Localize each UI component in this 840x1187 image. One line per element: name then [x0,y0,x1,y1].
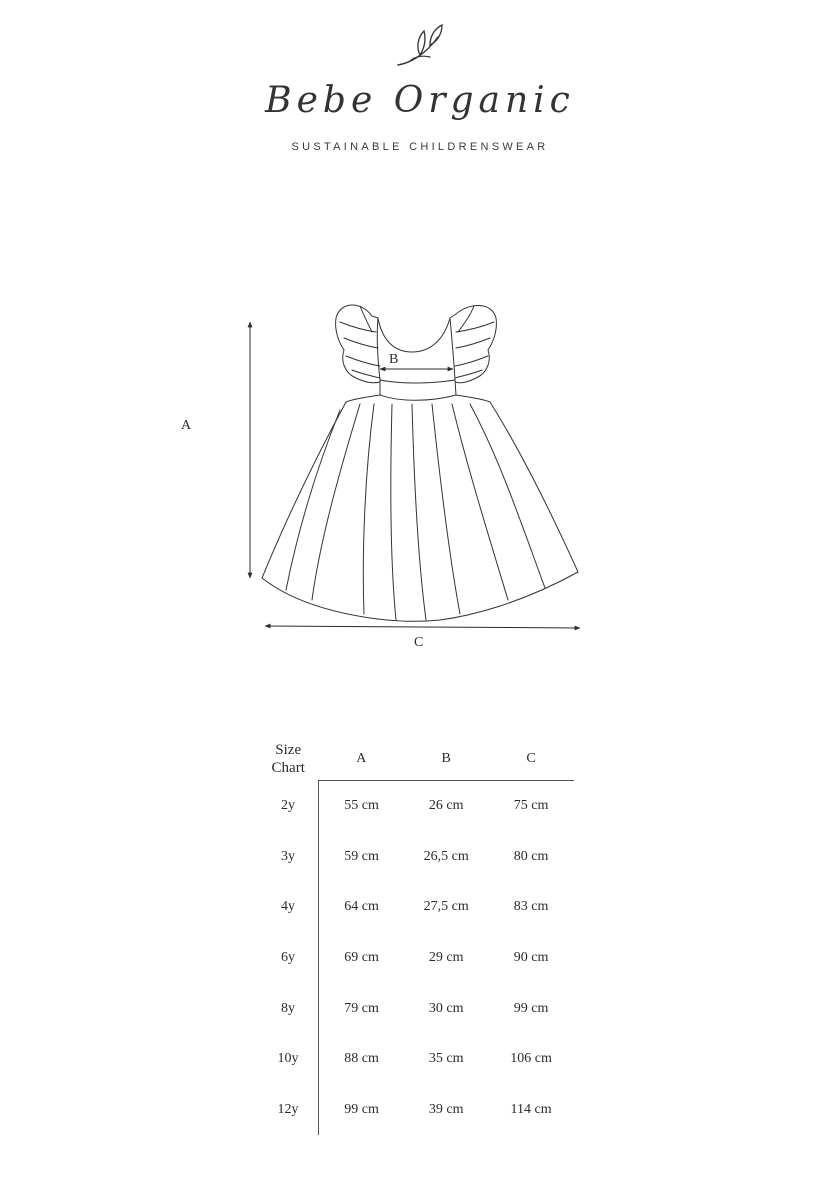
size-cell: 4y [258,882,318,933]
cell-b: 26 cm [428,798,464,814]
cell-c: 80 cm [513,848,549,864]
table-row [258,1085,574,1136]
cell-a: 55 cm [344,798,379,814]
column-header-a: A [318,738,404,781]
cell-a: 59 cm [344,848,379,864]
dimension-a-label: A [181,418,192,433]
table-row [258,781,574,832]
dress-outline-icon [262,305,578,621]
cell-c: 106 cm [510,1051,552,1067]
cell-a: 88 cm [344,1051,379,1067]
table-row [258,933,574,984]
table-row [258,832,574,883]
cell-b: 35 cm [428,1051,464,1067]
cell-b: 30 cm [428,1000,464,1016]
table-row [258,983,574,1034]
cell-b: 39 cm [428,1101,464,1117]
brand-tagline: SUSTAINABLE CHILDRENSWEAR [291,141,549,153]
size-chart-header: Size Chart [271,742,305,777]
cell-c: 83 cm [513,899,549,915]
cell-c: 90 cm [513,950,549,966]
table-row [258,1034,574,1085]
size-cell: 3y [258,832,318,883]
cell-a: 79 cm [344,1000,379,1016]
dimension-c-label: C [414,635,424,650]
size-chart-table [258,738,574,1135]
size-cell: 10y [258,1034,318,1085]
size-cell: 12y [258,1085,318,1136]
cell-a: 99 cm [344,1101,379,1117]
brand-name: Bebe Organic [265,80,575,121]
cell-a: 64 cm [344,899,379,915]
size-cell: 8y [258,983,318,1034]
size-cell: 2y [258,781,318,832]
cell-c: 114 cm [510,1101,552,1117]
table-header-row [258,738,574,781]
dimension-c-line [265,626,580,628]
column-header-b: B [404,738,488,781]
cell-c: 99 cm [513,1000,549,1016]
size-cell: 6y [258,933,318,984]
cell-c: 75 cm [513,798,549,814]
column-header-c: C [488,738,574,781]
table-row [258,882,574,933]
cell-b: 27,5 cm [423,899,469,915]
cell-a: 69 cm [344,950,379,966]
cell-b: 29 cm [428,950,464,966]
dimension-b-label: B [389,352,399,367]
cell-b: 26,5 cm [423,848,469,864]
